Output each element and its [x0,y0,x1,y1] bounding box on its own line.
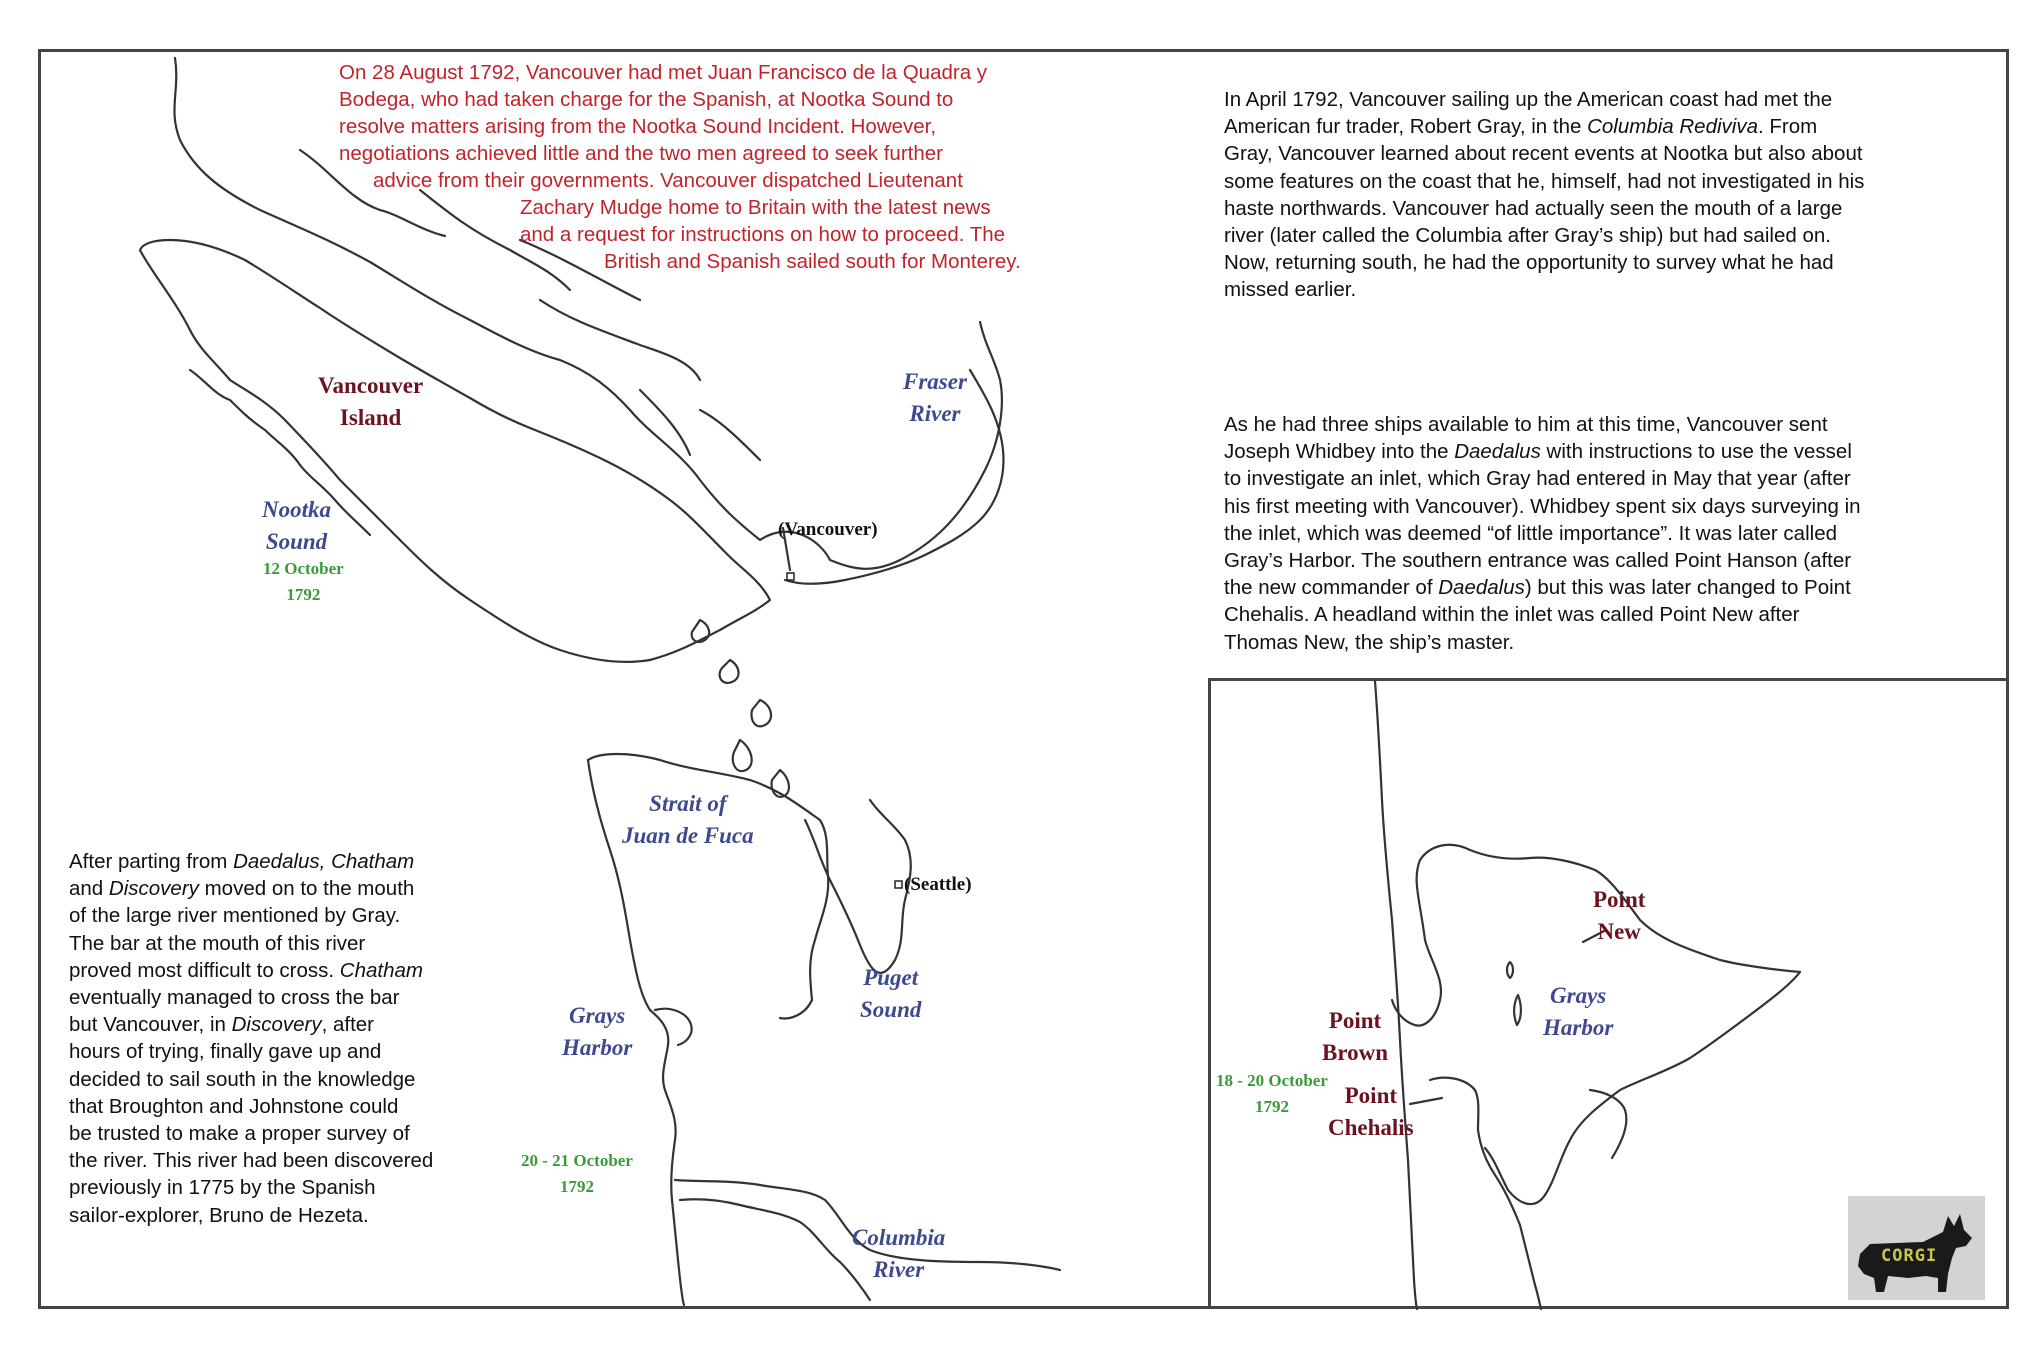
text-line: Thomas New, the ship’s master. [1224,630,1515,654]
intro-line: Zachary Mudge home to Britain with the latest news [520,196,991,219]
text-line: The bar at the mouth of this river [69,931,366,955]
intro-line: negotiations achieved little and the two men agreed to seek further [339,142,943,165]
inset-date: 18 - 20 October 1792 [1216,1071,1328,1116]
text-line: Gray, Vancouver learned about recent events at Nootka but also about [1224,142,1863,166]
intro-line: and a request for instructions on how to proceed. The [520,223,1006,246]
logo-text: CORGI [1881,1246,1938,1266]
intro-line: On 28 August 1792, Vancouver had met Juan Francisco de la Quadra y [339,61,988,84]
vancouver-city-label: (Vancouver) [778,519,878,540]
intro-line: British and Spanish sailed south for Monterey. [604,250,1021,273]
text-line: decided to sail south in the knowledge [69,1067,416,1091]
inset-grays-harbor-label: Grays Harbor [1543,983,1614,1040]
seattle-label: (Seattle) [904,874,972,895]
text-line: the new commander of Daedalus) but this was later changed to Point [1224,576,1851,600]
text-line: the river. This river had been discovered [69,1149,434,1173]
columbia-river-label: Columbia River [852,1225,946,1282]
columbia-river-south [680,1199,870,1300]
inset-west-coast [1375,681,1417,1309]
text-line: river (later called the Columbia after Gray’s ship) but had sailed on. [1224,224,1831,248]
text-line: his first meeting with Vancouver). Whidbey spent six days surveying in [1224,494,1861,518]
text-line: haste northwards. Vancouver had actually seen the mouth of a large [1224,196,1843,220]
intro-line: resolve matters arising from the Nootka Sound Incident. However, [339,115,937,138]
nootka-date: 12 October 1792 [263,559,344,604]
text-line: to investigate an inlet, which Gray had entered in May that year (after [1224,467,1851,491]
text-line: missed earlier. [1224,278,1357,302]
columbia-story-paragraph [69,848,433,1229]
corgi-logo [1848,1196,1985,1300]
text-line: and Discovery moved on to the mouth [69,877,415,901]
text-line: the inlet, which was deemed “of little importance”. It was later called [1224,521,1837,545]
text-line: some features on the coast that he, himself, had not investigated in his [1224,169,1865,193]
grays-harbor-inlet [655,1009,692,1045]
nootka-sound-label: Nootka Sound [262,497,331,554]
text-line: American fur trader, Robert Gray, in the Columbia Rediviva. From [1224,115,1818,139]
text-line: In April 1792, Vancouver sailing up the American coast had met the [1224,88,1833,111]
text-line: eventually managed to cross the bar [69,986,400,1010]
point-chehalis-leader [1410,1098,1442,1104]
text-line: Joseph Whidbey into the Daedalus with instructions to use the vessel [1224,440,1852,464]
inset-south-spit [1430,1078,1541,1309]
inset-south-shore [1485,972,1800,1204]
gray-meeting-paragraph [1224,86,1864,304]
inset-islet-2 [1514,995,1521,1025]
vancouver-marker [787,573,794,580]
inset-islet-1 [1507,962,1513,978]
whidbey-paragraph [1224,411,1861,656]
vancouver-island [140,240,770,662]
text-line: hours of trying, finally gave up and [69,1040,382,1064]
fraser-river-label: Fraser River [903,369,967,426]
text-line: that Broughton and Johnstone could [69,1094,399,1118]
grays-harbor-label: Grays Harbor [562,1003,633,1060]
point-chehalis-label: Point Chehalis [1328,1083,1414,1140]
text-line: Chehalis. A headland within the inlet was called Point New after [1224,603,1800,627]
text-line: Gray’s Harbor. The southern entrance was called Point Hanson (after [1224,549,1852,573]
text-line: Now, returning south, he had the opportunity to survey what he had [1224,251,1834,275]
text-line: be trusted to make a proper survey of [69,1122,410,1146]
point-new-label: Point New [1593,887,1646,944]
grays-harbor-date: 20 - 21 October 1792 [521,1151,633,1196]
text-line: but Vancouver, in Discovery, after [69,1013,375,1037]
text-line: sailor-explorer, Bruno de Hezeta. [69,1203,369,1227]
strait-label: Strait of Juan de Fuca [622,791,754,848]
text-line: proved most difficult to cross. Chatham [69,958,423,982]
puget-sound-label: Puget Sound [860,965,922,1022]
intro-line: advice from their governments. Vancouver dispatched Lieutenant [373,169,963,192]
vancouver-island-label: Vancouver Island [318,373,424,430]
text-line: of the large river mentioned by Gray. [69,904,401,928]
seattle-marker [895,881,902,888]
text-line: previously in 1775 by the Spanish [69,1176,376,1200]
text-line: As he had three ships available to him at this time, Vancouver sent [1224,413,1828,436]
fraser-river [785,370,1003,584]
point-brown-label: Point Brown [1322,1008,1389,1065]
text-line: After parting from Daedalus, Chatham [69,850,415,873]
intro-line: Bodega, who had taken charge for the Spanish, at Nootka Sound to [339,88,954,111]
